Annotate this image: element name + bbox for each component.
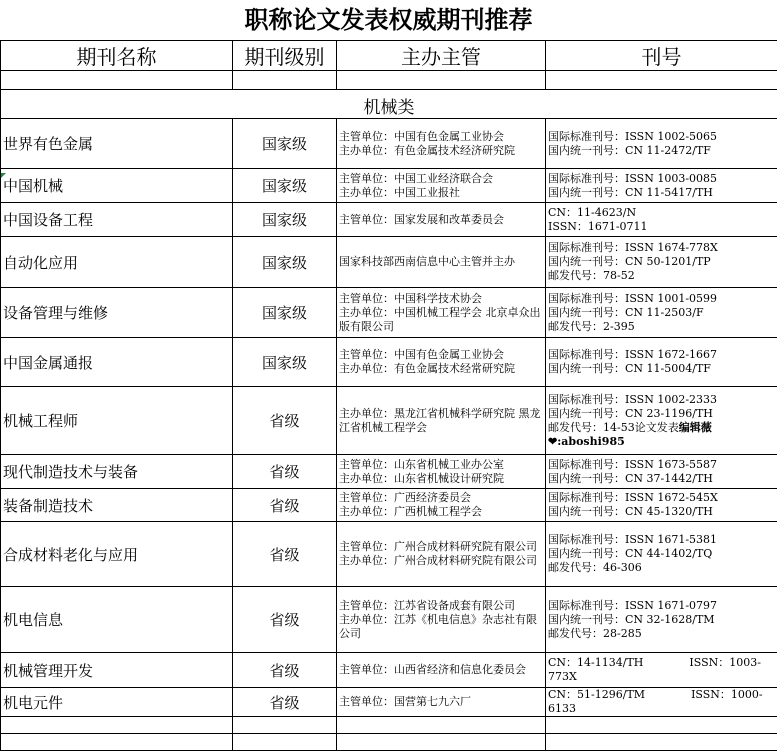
table-row <box>1 237 777 288</box>
journal-name[interactable]: 机电信息 <box>1 587 233 653</box>
journal-level[interactable]: 省级 <box>233 522 337 587</box>
journal-name[interactable]: 合成材料老化与应用 <box>1 522 233 587</box>
journal-name[interactable]: 机械工程师 <box>1 387 233 455</box>
journal-issn[interactable]: 国际标准刊号：ISSN 1001-0599 国内统一刊号：CN 11-2503/F 邮发代号：2-395 <box>546 288 777 338</box>
journal-issn[interactable]: CN：11-4623/N ISSN：1671-0711 <box>546 203 777 237</box>
journal-sponsor[interactable]: 主管单位：山东省机械工业办公室 主办单位：山东省机械设计研究院 <box>337 455 546 489</box>
cell-marker-icon <box>1 173 6 178</box>
journal-sponsor[interactable]: 主办单位：黑龙江省机械科学研究院 黑龙江省机械工程学会 <box>337 387 546 455</box>
journal-sponsor[interactable]: 主管单位：中国有色金属工业协会 主办单位：有色金属技术经常研究院 <box>337 338 546 387</box>
journal-issn[interactable]: CN：14-1134/TH ISSN：1003-773X <box>546 653 777 688</box>
table-row <box>1 653 777 688</box>
table-row <box>1 522 777 587</box>
journal-name[interactable]: 中国机械 <box>1 169 233 203</box>
table-row <box>1 169 777 203</box>
journal-sponsor[interactable]: 主管单位：江苏省设备成套有限公司 主办单位：江苏《机电信息》杂志社有限公司 <box>337 587 546 653</box>
journal-issn[interactable]: 国际标准刊号：ISSN 1671-5381 国内统一刊号：CN 44-1402/TQ 邮发代号：46-306 <box>546 522 777 587</box>
journal-level[interactable]: 省级 <box>233 688 337 717</box>
journal-level[interactable]: 省级 <box>233 653 337 688</box>
header-name: 期刊名称 <box>1 41 233 71</box>
table-row <box>1 489 777 522</box>
blank-row <box>1 71 777 90</box>
journal-name[interactable]: 机械管理开发 <box>1 653 233 688</box>
journal-issn[interactable]: 国际标准刊号：ISSN 1673-5587 国内统一刊号：CN 37-1442/TH <box>546 455 777 489</box>
journal-sponsor[interactable]: 主管单位：国营第七九六厂 <box>337 688 546 717</box>
category-row <box>1 90 777 119</box>
journal-level[interactable]: 省级 <box>233 489 337 522</box>
journal-issn[interactable]: 国际标准刊号：ISSN 1002-5065 国内统一刊号：CN 11-2472/TF <box>546 119 777 169</box>
journal-name[interactable]: 中国设备工程 <box>1 203 233 237</box>
journal-level[interactable]: 国家级 <box>233 288 337 338</box>
journal-sponsor[interactable]: 主管单位：中国有色金属工业协会 主办单位：有色金属技术经济研究院 <box>337 119 546 169</box>
journal-issn[interactable]: 国际标准刊号：ISSN 1002-2333 国内统一刊号：CN 23-1196/TH 邮发代号：14-53论文发表编辑薇 ❤:aboshi985 <box>546 387 777 455</box>
journal-issn[interactable]: CN：51-1296/TM ISSN：1000-6133 <box>546 688 777 717</box>
journal-name[interactable]: 设备管理与维修 <box>1 288 233 338</box>
journal-level[interactable]: 省级 <box>233 455 337 489</box>
journal-sponsor[interactable]: 主管单位：国家发展和改革委员会 <box>337 203 546 237</box>
journal-issn[interactable]: 国际标准刊号：ISSN 1672-1667 国内统一刊号：CN 11-5004/TF <box>546 338 777 387</box>
journal-issn[interactable]: 国际标准刊号：ISSN 1003-0085 国内统一刊号：CN 11-5417/TH <box>546 169 777 203</box>
journal-name[interactable]: 机电元件 <box>1 688 233 717</box>
header-level: 期刊级别 <box>233 41 337 71</box>
journal-sponsor[interactable]: 国家科技部西南信息中心主管并主办 <box>337 237 546 288</box>
category-label[interactable]: 机械类 <box>1 90 777 119</box>
table-row <box>1 587 777 653</box>
blank-row <box>1 717 777 734</box>
page-title: 职称论文发表权威期刊推荐 <box>0 0 777 40</box>
journal-level[interactable]: 国家级 <box>233 119 337 169</box>
header-issn: 刊号 <box>546 41 777 71</box>
header-sponsor: 主办主管 <box>337 41 546 71</box>
journal-name[interactable]: 中国金属通报 <box>1 338 233 387</box>
journal-sponsor[interactable]: 主管单位：山西省经济和信息化委员会 <box>337 653 546 688</box>
blank-row <box>1 734 777 751</box>
table-row <box>1 338 777 387</box>
journal-name[interactable]: 装备制造技术 <box>1 489 233 522</box>
table-row <box>1 455 777 489</box>
journal-level[interactable]: 国家级 <box>233 338 337 387</box>
journal-sponsor[interactable]: 主管单位：广西经济委员会 主办单位：广西机械工程学会 <box>337 489 546 522</box>
table-row <box>1 387 777 455</box>
table-row <box>1 288 777 338</box>
journal-sponsor[interactable]: 主管单位：中国科学技术协会 主办单位：中国机械工程学会 北京卓众出版有限公司 <box>337 288 546 338</box>
journal-level[interactable]: 国家级 <box>233 169 337 203</box>
table-row <box>1 203 777 237</box>
journal-name[interactable]: 世界有色金属 <box>1 119 233 169</box>
journal-level[interactable]: 省级 <box>233 387 337 455</box>
table-row <box>1 119 777 169</box>
header-row <box>1 41 777 71</box>
journal-issn[interactable]: 国际标准刊号：ISSN 1672-545X 国内统一刊号：CN 45-1320/TH <box>546 489 777 522</box>
journal-level[interactable]: 国家级 <box>233 237 337 288</box>
table-row <box>1 688 777 717</box>
journal-issn[interactable]: 国际标准刊号：ISSN 1671-0797 国内统一刊号：CN 32-1628/TM 邮发代号：28-285 <box>546 587 777 653</box>
journal-name[interactable]: 现代制造技术与装备 <box>1 455 233 489</box>
journal-sponsor[interactable]: 主管单位：中国工业经济联合会 主办单位：中国工业报社 <box>337 169 546 203</box>
journal-level[interactable]: 国家级 <box>233 203 337 237</box>
journal-level[interactable]: 省级 <box>233 587 337 653</box>
journal-name[interactable]: 自动化应用 <box>1 237 233 288</box>
journal-issn[interactable]: 国际标准刊号：ISSN 1674-778X 国内统一刊号：CN 50-1201/TP 邮发代号：78-52 <box>546 237 777 288</box>
journal-table <box>0 40 777 751</box>
journal-sponsor[interactable]: 主管单位：广州合成材料研究院有限公司 主办单位：广州合成材料研究院有限公司 <box>337 522 546 587</box>
